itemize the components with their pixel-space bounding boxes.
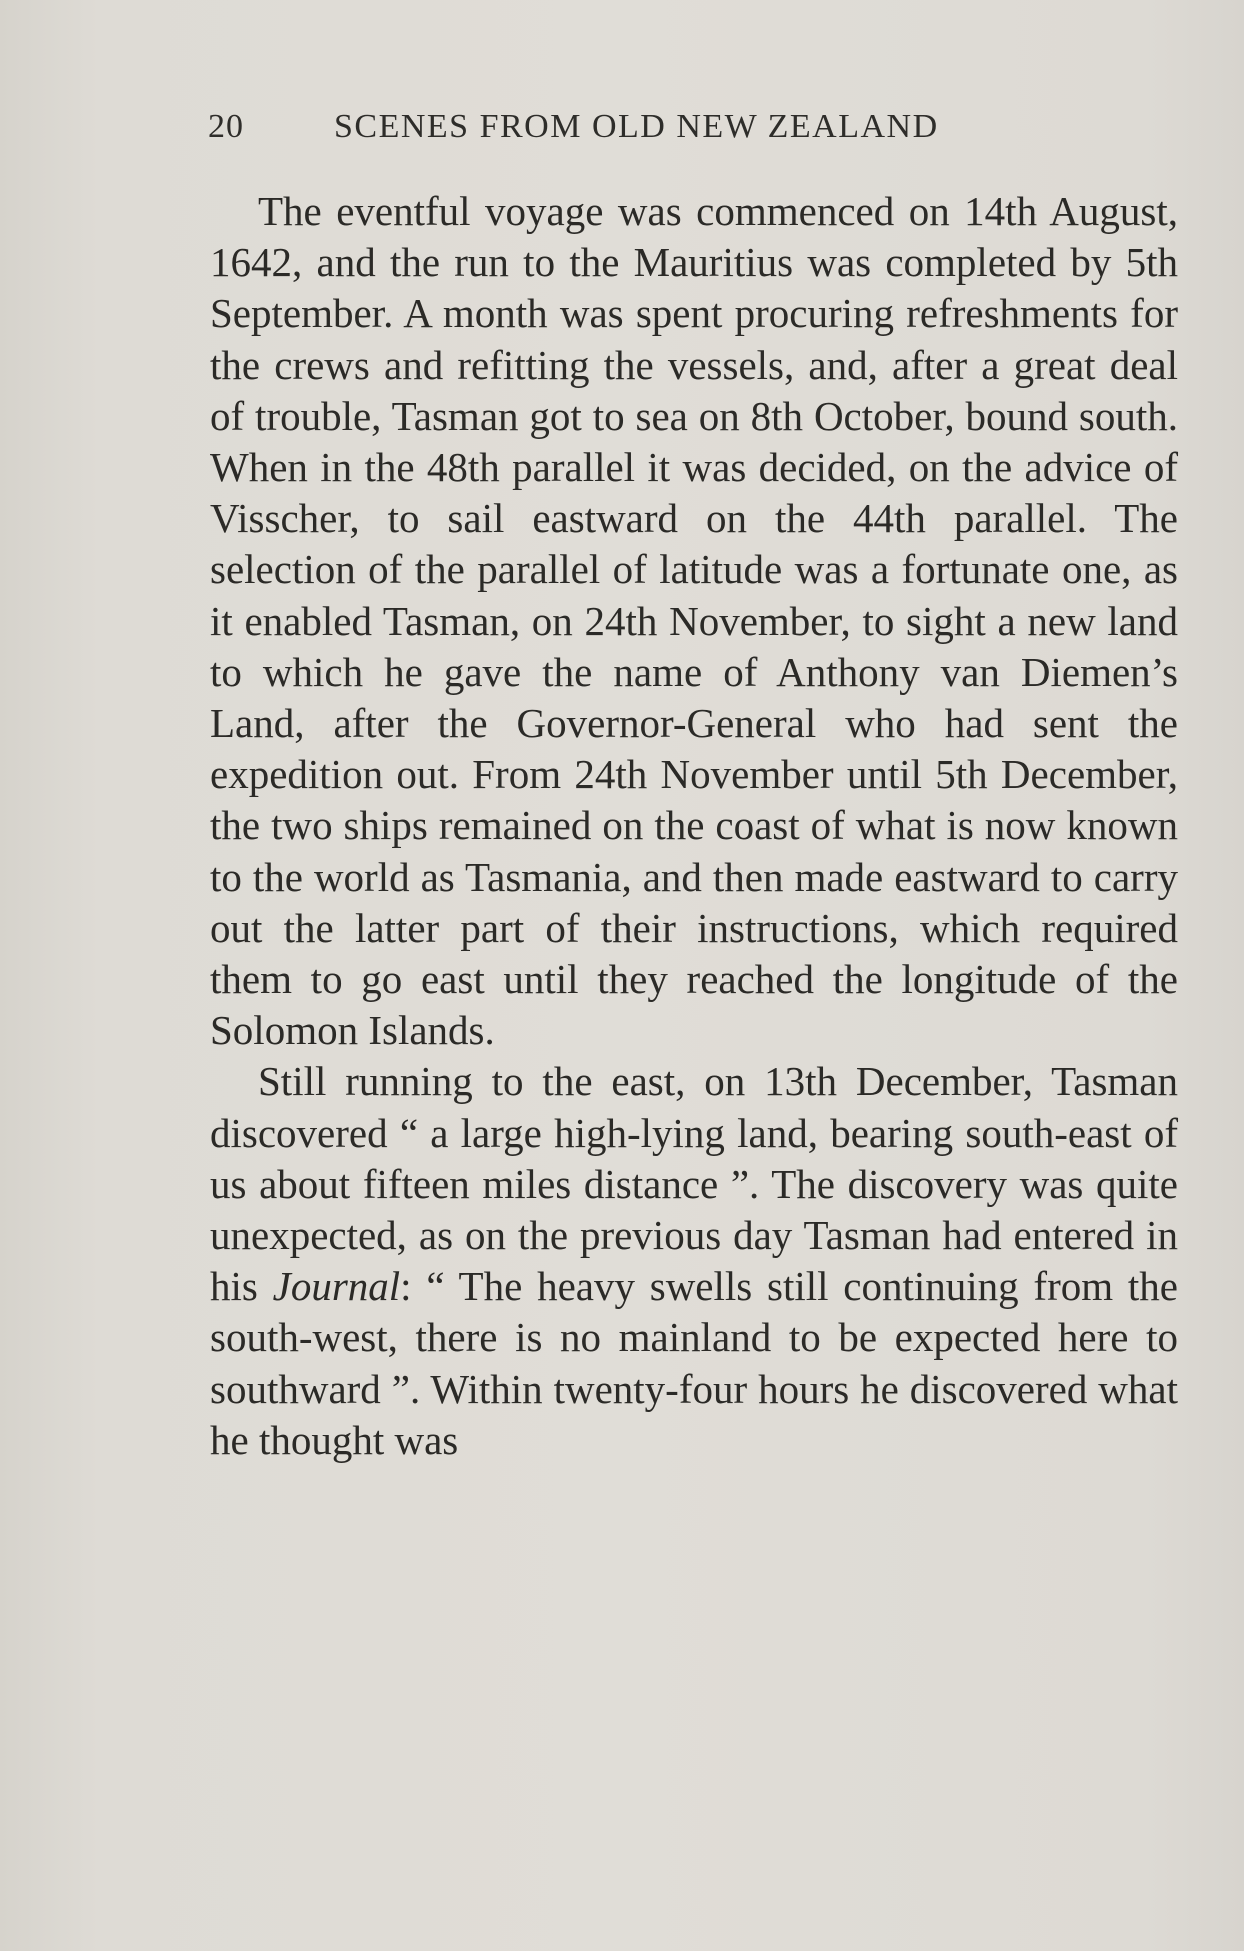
paragraph-2-text-before: Still running to the east, on 13th December, Tasman discovered “ a large high-lying land, bearing south-east of us about fifteen miles distance ”. The discovery was quite unexpected, as on the previous day Tasman had entered in his [210, 1058, 1178, 1310]
paragraph-2 [210, 1056, 1178, 1466]
paragraph-1-text: The eventful voyage was commenced on 14th August, 1642, and the run to the Mauritius was completed by 5th September. A month was spent procuring refreshments for the crews and refitting the vessels, and, after a great deal of trouble, Tasman got to sea on 8th October, bound south. When in the 48th parallel it was decided, on the advice of Visscher, to sail eastward on the 44th parallel. The selection of the parallel of latitude was a fortunate one, as it enabled Tasman, on 24th November, to sight a new land to which he gave the name of Anthony van Diemen’s Land, after the Governor-General who had sent the expedition out. From 24th November until 5th December, the two ships remained on the coast of what is now known to the world as Tasmania, and then made eastward to carry out the latter part of their instructions, which required them to go east until they reached the longitude of the Solomon Islands. [210, 188, 1178, 1054]
running-head [208, 108, 1046, 154]
body-text [210, 186, 1178, 1466]
journal-italic: Journal [272, 1263, 401, 1310]
paragraph-2-text-after: : “ The heavy swells still continuing from the south-west, there is no mainland to be expected here to southward ”. Within twenty-four hours he discovered what he thought was [210, 1263, 1178, 1463]
page-number: 20 [208, 108, 244, 145]
running-title: SCENES FROM OLD NEW ZEALAND [334, 108, 939, 145]
paragraph-1 [210, 186, 1178, 1056]
